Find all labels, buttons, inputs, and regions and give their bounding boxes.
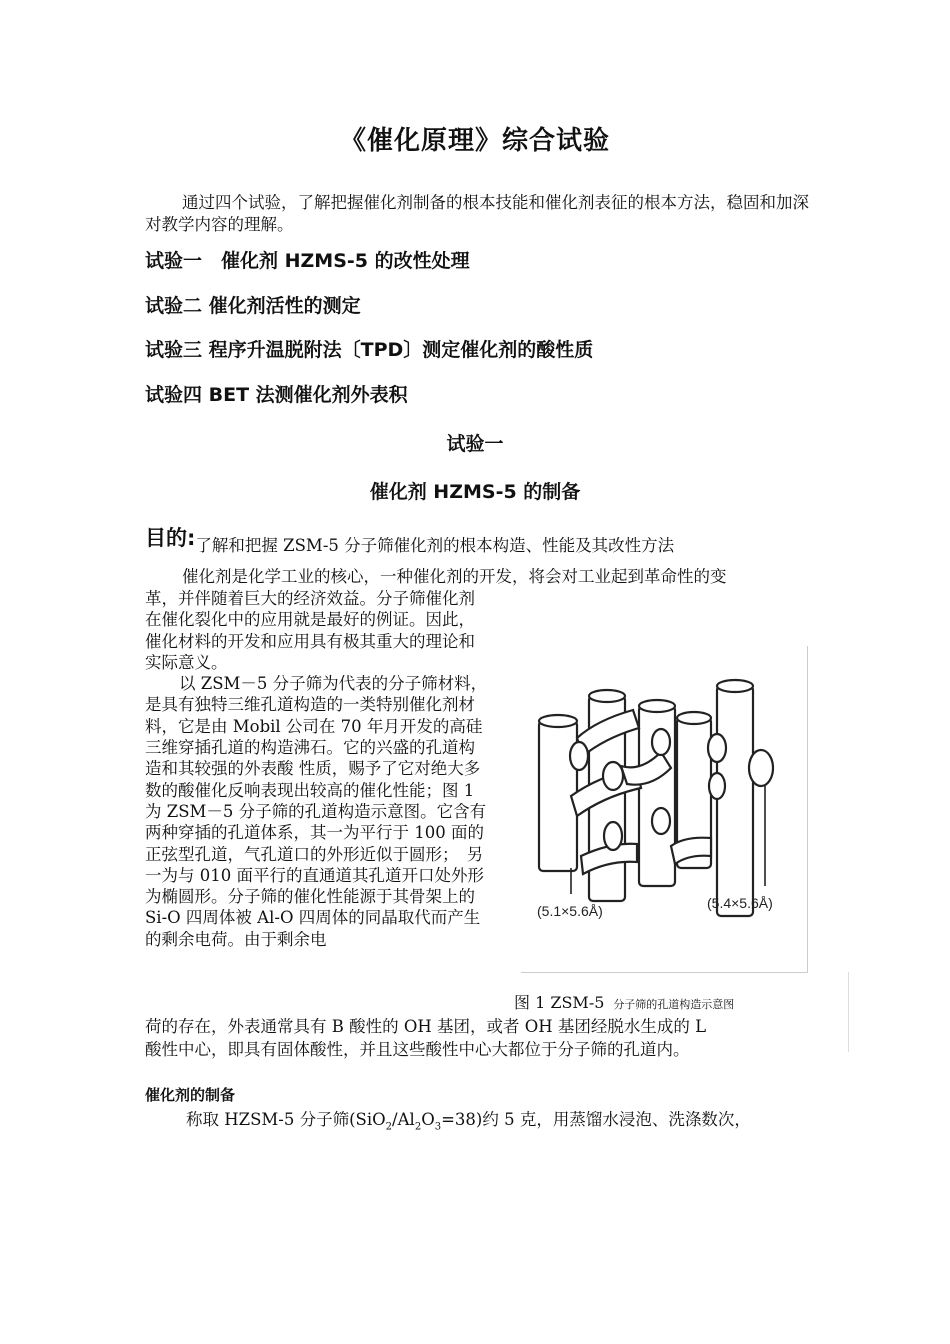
prep-first-line — [186, 1106, 751, 1132]
zsm5-channel-figure — [521, 646, 808, 973]
paragraph-first-line: 催化剂是化学工业的核心，一种催化剂的开发，将会对工业起到革命性的变 — [182, 567, 727, 586]
text-column — [145, 588, 490, 950]
purpose-label: 目的: — [145, 526, 196, 550]
experiment-item-4: 试验四 BET 法测催化剂外表积 — [145, 384, 408, 406]
section-subheading: 催化剂 HZMS-5 的制备 — [369, 481, 581, 503]
prep-heading: 催化剂的制备 — [145, 1086, 236, 1104]
prep-subscript-2: 2 — [414, 1121, 422, 1133]
prep-subscript-3: 3 — [434, 1121, 442, 1133]
figure-label-left: (5.1×5.6Å) — [537, 903, 603, 919]
figure-caption-number: 图 1 ZSM-5 — [514, 993, 605, 1012]
channel-structure-diagram — [521, 646, 807, 972]
figure-label-right: (5.4×5.6Å) — [707, 895, 773, 911]
prep-text-c: O — [421, 1110, 435, 1129]
section-heading: 试验一 — [446, 433, 504, 455]
prep-text-b: /Al — [392, 1110, 415, 1129]
purpose-line — [145, 522, 825, 555]
experiment-item-2: 试验二 催化剂活性的测定 — [145, 295, 361, 317]
prep-text-a: 称取 HZSM-5 分子筛(SiO — [186, 1110, 386, 1129]
experiment-item-1: 试验一 催化剂 HZMS-5 的改性处理 — [145, 250, 470, 272]
intro-paragraph: 通过四个试验，了解把握催化剂制备的根本技能和催化剂表征的根本方法，稳固和加深对教学内容的理解。 — [145, 193, 809, 234]
prep-subscript-1: 2 — [385, 1121, 393, 1133]
column-paragraph-1: 革，并伴随着巨大的经济效益。分子筛催化剂在催化裂化中的应用就是最好的例证。因此，催化材料的开发和应用具有极其重大的理论和实际意义。 — [145, 589, 475, 672]
paragraph-continuation-2: 酸性中心，即具有固体酸性，并且这些酸性中心大都位于分子筛的孔道内。 — [145, 1040, 690, 1059]
column-paragraph-2: 以 ZSM－5 分子筛为代表的分子筛材料，是具有独特三维孔道构造的一类特别催化剂材料，它是由 Mobil 公司在 70 年月开发的高硅三维穿插孔道的构造沸石。它的兴盛的孔道构造和其较强的外表酸 性质，赐予了它对绝大多数的酸催化反响表现出较高的催化性能；图 1 为 ZSM－5 分子筛的孔道构造示意图。它含有两种穿插的孔道体系，其一为平行于 100 面的正弦型孔道，气孔道口的外形近似于圆形； 另一为与 010 面平行的直通道其孔道开口处外形为椭圆形。分子筛的催化性能源于其骨架上的 Si-O 四周体被 Al-O 四周体的同晶取代而产生的剩余电荷。由于剩余电 — [145, 674, 488, 949]
experiment-item-3: 试验三 程序升温脱附法〔TPD〕测定催化剂的酸性质 — [145, 339, 594, 361]
prep-text-d: =38)约 5 克，用蒸馏水浸泡、洗涤数次， — [441, 1110, 751, 1129]
page-title: 《催化原理》综合试验 — [339, 126, 610, 156]
figure-caption-text: 分子筛的孔道构造示意图 — [613, 998, 735, 1011]
paragraph-continuation-1: 荷的存在，外表通常具有 B 酸性的 OH 基团，或者 OH 基团经脱水生成的 L — [145, 1017, 707, 1036]
purpose-text: 了解和把握 ZSM-5 分子筛催化剂的根本构造、性能及其改性方法 — [195, 536, 675, 555]
figure-caption — [514, 990, 734, 1013]
